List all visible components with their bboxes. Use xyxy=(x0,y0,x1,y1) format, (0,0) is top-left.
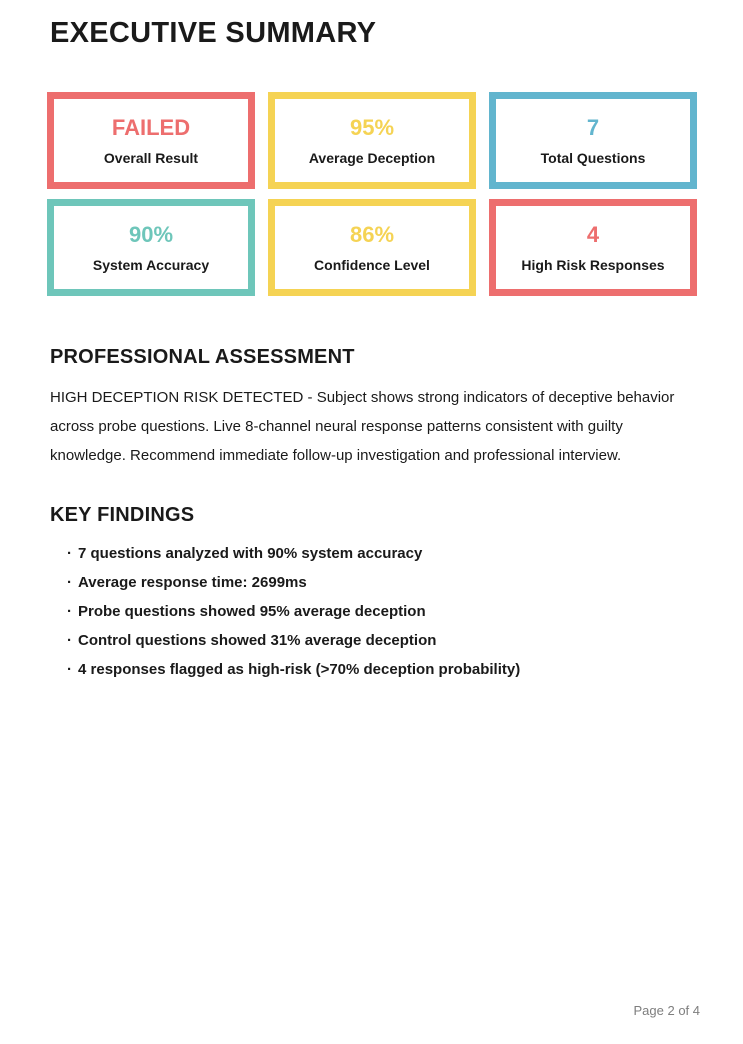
bullet-dot: · xyxy=(67,661,72,678)
bullet-dot: · xyxy=(67,545,72,562)
metric-label: Overall Result xyxy=(103,149,199,166)
finding-text: 4 responses flagged as high-risk (>70% deception probability) xyxy=(78,661,521,678)
assessment-heading: PROFESSIONAL ASSESSMENT xyxy=(50,346,355,368)
metric-value: 90% xyxy=(128,221,174,247)
metric-label: Average Deception xyxy=(308,149,436,166)
metric-value: 4 xyxy=(586,221,600,247)
metric-card-average-deception xyxy=(268,92,476,189)
metric-label: System Accuracy xyxy=(92,256,210,273)
assessment-body-text: HIGH DECEPTION RISK DETECTED - Subject shows strong indicators of deceptive behavior across probe questions. Live 8-channel neural response patterns consistent with guilty knowledge. Recommend immediate follow-up investigation and professional interview. xyxy=(50,389,675,464)
metric-card-high-risk-responses xyxy=(489,199,697,296)
finding-text: Average response time: 2699ms xyxy=(78,574,307,591)
finding-item xyxy=(67,539,697,568)
metric-value: 95% xyxy=(349,114,395,140)
page-title: EXECUTIVE SUMMARY xyxy=(50,17,377,49)
bullet-dot: · xyxy=(67,574,72,591)
metric-label: Confidence Level xyxy=(314,256,430,273)
key-findings-list xyxy=(50,539,697,684)
bullet-dot: · xyxy=(67,632,72,649)
finding-item xyxy=(67,597,697,626)
metric-card-system-accuracy xyxy=(47,199,255,296)
metric-card-overall-result xyxy=(47,92,255,189)
metric-value: 86% xyxy=(349,221,395,247)
finding-text: Probe questions showed 95% average deception xyxy=(78,603,426,620)
finding-item xyxy=(67,626,697,655)
finding-item xyxy=(67,655,697,684)
metric-value: FAILED xyxy=(111,114,191,140)
metric-card-confidence-level xyxy=(268,199,476,296)
metric-label: Total Questions xyxy=(540,149,646,166)
finding-text: 7 questions analyzed with 90% system accuracy xyxy=(78,545,423,562)
metric-value: 7 xyxy=(586,114,600,140)
finding-text: Control questions showed 31% average deception xyxy=(78,632,437,649)
metric-label: High Risk Responses xyxy=(521,256,665,273)
metric-card-total-questions xyxy=(489,92,697,189)
metric-card-grid xyxy=(47,92,697,296)
finding-item xyxy=(67,568,697,597)
key-findings-heading: KEY FINDINGS xyxy=(50,504,195,526)
page-number: Page 2 of 4 xyxy=(633,1003,700,1018)
bullet-dot: · xyxy=(67,603,72,620)
